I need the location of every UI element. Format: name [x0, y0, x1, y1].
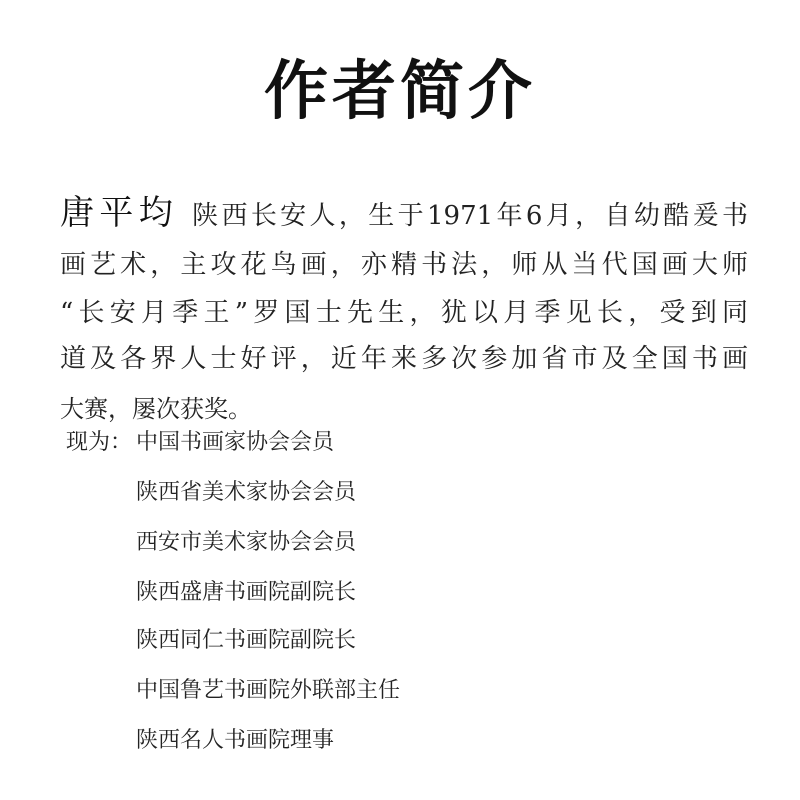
author-name: 唐平均 [60, 193, 179, 233]
membership-item: 中国书画家协会会员 [136, 430, 335, 455]
membership-label: 现为： [66, 430, 133, 455]
bio-line-2: 画艺术，主攻花鸟画，亦精书法，师从当代国画大师 [60, 250, 748, 280]
page-title: 作者简介 [264, 55, 536, 129]
membership-item: 陕西省美术家协会会员 [136, 480, 357, 505]
membership-row-1 [66, 428, 334, 458]
bio-text-1: 陕西长安人，生于1971年6月，自幼酷爰书 [192, 201, 748, 231]
membership-item: 陕西名人书画院理事 [136, 728, 335, 753]
membership-item: 陕西盛唐书画院副院长 [136, 580, 357, 605]
bio-line-5: 大赛，屡次获奖。 [60, 395, 252, 423]
bio-line-1 [60, 193, 748, 233]
membership-item: 陕西同仁书画院副院长 [136, 628, 357, 653]
membership-item: 中国鲁艺书画院外联部主任 [136, 678, 401, 703]
bio-line-4: 道及各界人士好评，近年来多次参加省市及全国书画 [60, 344, 748, 374]
membership-item: 西安市美术家协会会员 [136, 530, 357, 555]
bio-line-3: “长安月季王”罗国士先生，犹以月季见长，受到同 [60, 298, 748, 328]
